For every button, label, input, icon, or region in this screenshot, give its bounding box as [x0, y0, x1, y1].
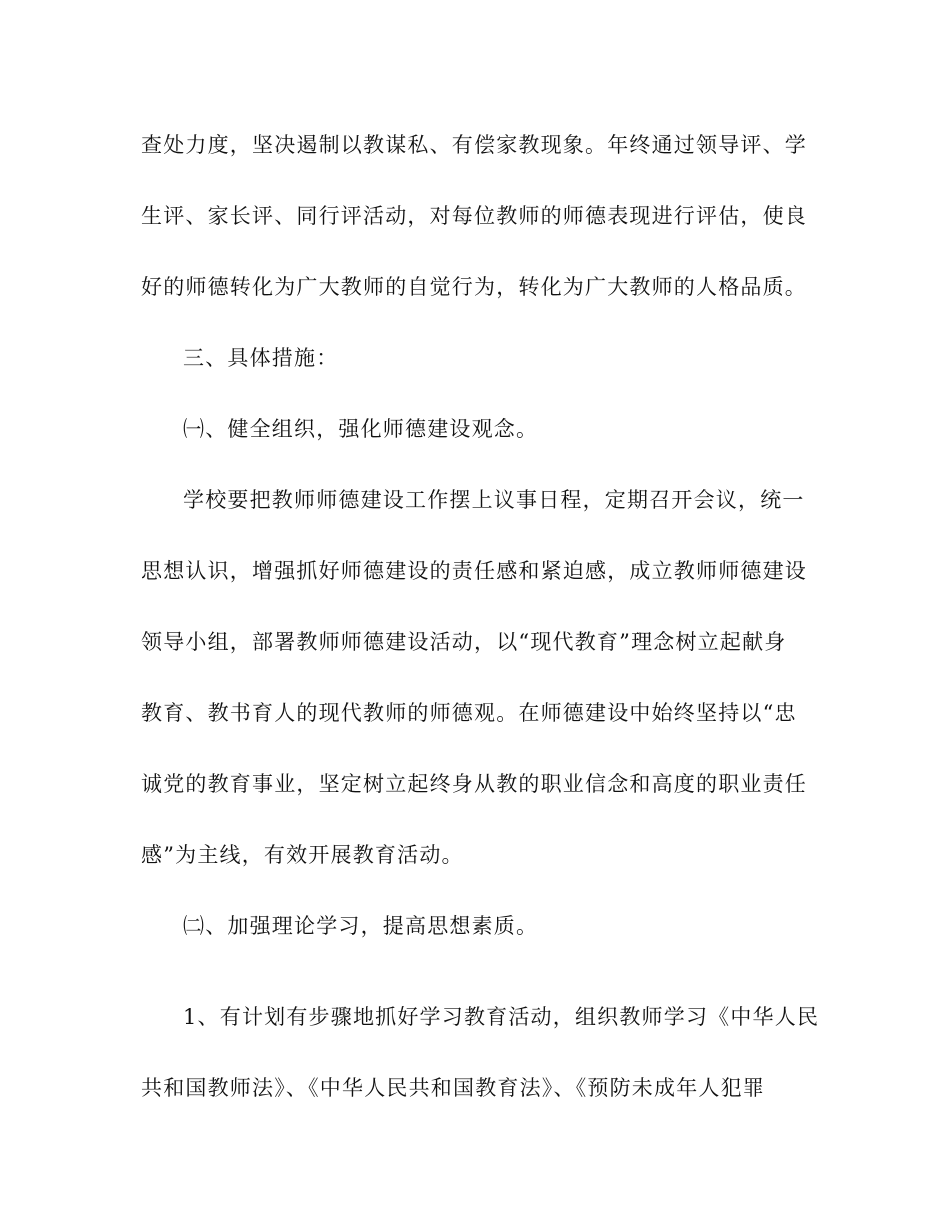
- text-line-7: 思想认识，增强抓好师德建设的责任感和紧迫感，成立教师师德建设: [141, 559, 807, 583]
- text-line-1: 查处力度，坚决遏制以教谋私、有偿家教现象。年终通过领导评、学: [141, 133, 807, 157]
- subsection-heading-2: ㈡、加强理论学习，提高思想素质。: [183, 914, 539, 938]
- text-line-8: 领导小组，部署教师师德建设活动，以“现代教育”理念树立起献身: [141, 630, 787, 654]
- section-heading: 三、具体措施：: [183, 346, 339, 370]
- text-line-14: 共和国教师法》、《中华人民共和国教育法》、《预防未成年人犯罪: [141, 1076, 765, 1100]
- text-line-11: 感”为主线，有效开展教育活动。: [141, 843, 464, 867]
- text-line-13: 1、有计划有步骤地抓好学习教育活动，组织教师学习《中华人民: [183, 1005, 820, 1029]
- subsection-heading-1: ㈠、健全组织，强化师德建设观念。: [183, 417, 539, 441]
- text-line-2: 生评、家长评、同行评活动，对每位教师的师德表现进行评估，使良: [141, 204, 807, 228]
- text-line-10: 诚党的教育事业，坚定树立起终身从教的职业信念和高度的职业责任: [141, 772, 807, 796]
- text-line-6: 学校要把教师师德建设工作摆上议事日程，定期召开会议，统一: [183, 488, 805, 512]
- text-line-3: 好的师德转化为广大教师的自觉行为，转化为广大教师的人格品质。: [141, 275, 807, 299]
- text-line-9: 教育、教书育人的现代教师的师德观。在师德建设中始终坚持以“忠: [141, 701, 797, 725]
